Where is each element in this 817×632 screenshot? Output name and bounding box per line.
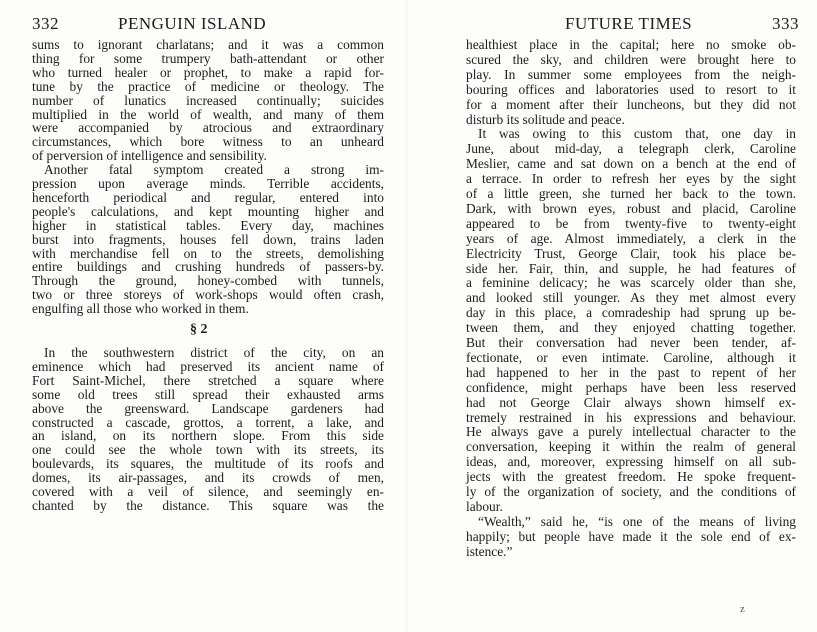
text-line: number of lunatics increased continually; suicides <box>32 92 384 108</box>
left-page <box>0 0 408 632</box>
text-line: who turned healer or prophet, to make a rapid for- <box>32 64 384 80</box>
text-line: had not George Clair always shown himself ex- <box>466 394 796 410</box>
text-line: engulfing all those who worked in them. <box>32 301 249 317</box>
text-line: day in this place, a comradeship had sprung up be- <box>466 305 796 321</box>
text-line: some old trees still spread their exhausted arms <box>32 386 384 402</box>
text-line: istence.” <box>466 543 513 559</box>
text-line: Dark, with brown eyes, robust and placid, Caroline <box>466 200 796 216</box>
signature-mark: z <box>740 603 745 615</box>
text-line: side her. Fair, thin, and supple, he had features of <box>466 260 796 276</box>
text-line: henceforth periodical and regular, entered into <box>32 189 384 205</box>
text-line: chanted by the distance. This square was the <box>32 497 384 513</box>
text-line: had happened to her in the past to repent of her <box>466 364 796 380</box>
text-line: constructed a cascade, grottos, a torrent, a lake, and <box>32 414 384 430</box>
text-line: play. In summer some employees from the neigh- <box>466 66 796 82</box>
text-line: appeared to be from twenty-five to twenty-eight <box>466 215 796 231</box>
text-line: June, about mid-day, a telegraph clerk, Caroline <box>466 141 796 157</box>
text-line: He always gave a purely intellectual character to the <box>466 424 796 440</box>
text-line: fectionate, or even intimate. Caroline, although it <box>466 349 796 365</box>
text-line: Through the ground, honey-combed with tunnels, <box>32 273 384 289</box>
text-line: ly of the organization of society, and the conditions of <box>466 484 796 499</box>
text-line: But their conversation had never been tender, af- <box>466 335 796 350</box>
text-line: entire buildings and crushing hundreds of passers-by. <box>32 259 384 275</box>
text-line: It was owing to this custom that, one day in <box>478 126 796 142</box>
right-page <box>408 0 817 632</box>
text-line: confidence, might perhaps have been less reserved <box>466 379 796 395</box>
text-line: one could see the whole town with its streets, its <box>32 442 384 458</box>
text-line: sums to ignorant charlatans; and it was a common <box>32 37 384 52</box>
text-line: Meslier, came and sat down on a bench at the end of <box>466 156 796 172</box>
text-line: with merchandise fell on to the streets, demolishing <box>32 245 384 261</box>
text-line: healthiest place in the capital; here no smoke ob- <box>466 37 796 52</box>
text-line: boulevards, its squares, the multitude of its roofs and <box>32 456 384 472</box>
text-line: In the southwestern district of the city, on an <box>44 345 384 360</box>
text-line: conversation, keeping it within the realm of general <box>466 439 796 455</box>
text-line: and looked still younger. As they met almost every <box>466 290 796 306</box>
text-line: scured the sky, and children were brought here to <box>466 51 796 67</box>
text-line: Another fatal symptom created a strong im- <box>44 162 384 178</box>
text-line: “Wealth,” said he, “is one of the means of living <box>478 513 796 529</box>
text-line: people's calculations, and kept mounting higher and <box>32 203 384 219</box>
text-line: were accompanied by atrocious and extraordinary <box>32 120 384 136</box>
running-head-right: FUTURE TIMES <box>565 14 693 33</box>
text-line: of a little green, she turned her back to the town. <box>466 186 796 201</box>
text-line: burst into fragments, houses fell down, trains laden <box>32 231 384 247</box>
text-line: tremely restrained in his expressions and behaviour. <box>466 409 796 425</box>
text-line: a feminine delicacy; he was scarcely older than she, <box>466 275 796 291</box>
text-line: covered with a veil of silence, and seemingly en- <box>32 484 384 499</box>
text-line: domes, its air-passages, and its crowds of men, <box>32 470 384 486</box>
text-line: multiplied in the world of wealth, and many of them <box>32 106 384 122</box>
page-number-left: 332 <box>32 14 59 33</box>
text-line: Fort Saint-Michel, there stretched a square where <box>32 372 384 388</box>
text-line: a terrace. In order to refresh her eyes by the sight <box>466 171 796 187</box>
text-line: disturb its solitude and peace. <box>466 111 625 127</box>
text-line: circumstances, which bore witness to an unheard <box>32 134 384 150</box>
running-head-left: PENGUIN ISLAND <box>118 14 267 33</box>
text-line: two or three storeys of work-shops would often crash, <box>32 287 384 303</box>
page-number-right: 333 <box>772 14 799 33</box>
text-line: jects with the greatest freedom. He spoke frequent- <box>466 469 796 485</box>
text-line: ideas, and, moreover, expressing himself on all sub- <box>466 454 796 470</box>
text-line: higher in statistical tables. Every day, machines <box>32 217 384 233</box>
text-line: years of age. Almost immediately, a clerk in the <box>466 230 796 246</box>
text-line: tune by the practice of medicine or theology. The <box>32 78 384 94</box>
section-number: § 2 <box>190 322 208 337</box>
text-line: tween them, and they enjoyed chatting together. <box>466 320 796 336</box>
text-line: above the greensward. Landscape gardeners had <box>32 400 384 416</box>
text-line: labour. <box>466 498 503 514</box>
text-line: thing for some trumpery bath-attendant or other <box>32 50 384 66</box>
text-line: bouring offices and laboratories used to resort to it <box>466 81 796 97</box>
text-line: eminence which had preserved its ancient name of <box>32 358 384 374</box>
text-line: an island, on its northern slope. From this side <box>32 428 384 444</box>
text-line: pression upon average minds. Terrible accidents, <box>32 176 384 191</box>
text-line: Electricity Trust, George Clair, took his place be- <box>466 245 796 261</box>
text-line: for a moment after their luncheons, but they did not <box>466 96 796 112</box>
text-line: of perversion of intelligence and sensibility. <box>32 148 267 164</box>
text-line: happily; but people have made it the sole end of ex- <box>466 528 796 544</box>
